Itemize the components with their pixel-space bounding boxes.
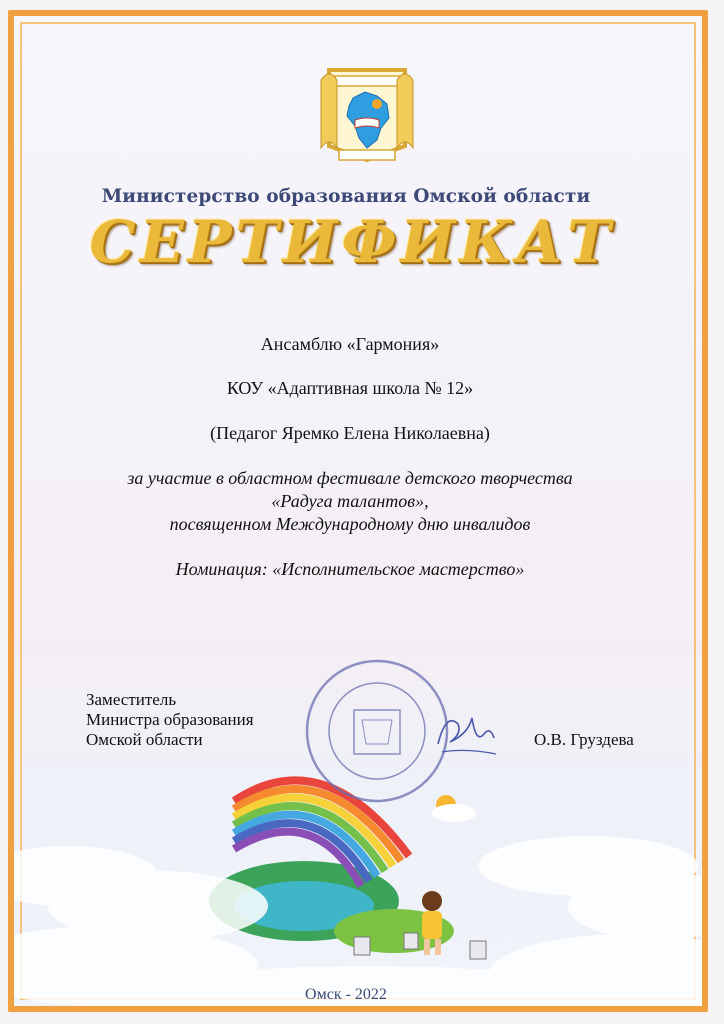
nomination: Номинация: «Исполнительское мастерство» xyxy=(175,559,525,579)
signature-position xyxy=(86,690,254,750)
recipient-ensemble: Ансамблю «Гармония» xyxy=(260,334,440,354)
handwritten-signature xyxy=(432,704,502,764)
footer-place-year: Омск - 2022 xyxy=(305,986,387,1003)
certificate-title: СЕРТИФИКАТ xyxy=(89,208,615,276)
ministry-name: Министерство образования Омской области xyxy=(101,186,591,207)
official-stamp xyxy=(302,656,452,806)
certificate-frame xyxy=(8,10,708,1012)
position-line-3: Омской области xyxy=(86,730,203,749)
ministry-emblem xyxy=(319,62,415,170)
reason-line-3: посвященном Международному дню инвалидов xyxy=(169,514,531,534)
recipient-teacher: (Педагог Яремко Елена Николаевна) xyxy=(210,423,490,443)
recipient-school: КОУ «Адаптивная школа № 12» xyxy=(226,378,474,398)
reason-line-2: «Радуга талантов», xyxy=(271,491,429,511)
reason-line-1: за участие в областном фестивале детского творчества xyxy=(127,468,573,488)
signatory-name: О.В. Груздева xyxy=(534,730,634,749)
position-line-2: Министра образования xyxy=(86,710,254,729)
position-line-1: Заместитель xyxy=(86,690,177,709)
